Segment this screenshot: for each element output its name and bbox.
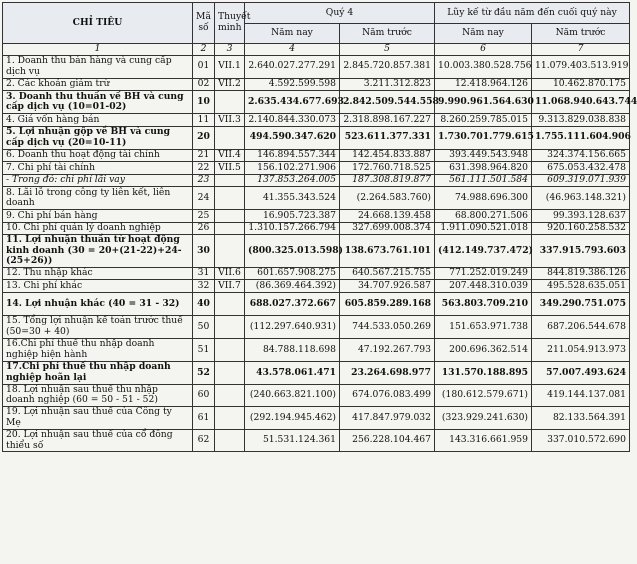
index-cell: 3 (215, 44, 245, 56)
ytd-last-year-value: 495.528.635.051 (532, 280, 630, 293)
row-code: 62 (193, 430, 215, 452)
row-code: 25 (193, 210, 215, 223)
column-index-row (3, 44, 630, 56)
row-label: 16.Chi phí thuế thu nhập doanh nghiệp hiện hành (3, 338, 193, 361)
row-label: 5. Lợi nhuận gộp về BH và cung cấp dịch vụ (20=10-11) (3, 126, 193, 149)
table-row (3, 315, 630, 338)
row-label: 1. Doanh thu bán hàng và cung cấp dịch vụ (3, 55, 193, 78)
row-code: 31 (193, 267, 215, 280)
q4-last-year-value: 2.842.509.544.558 (340, 91, 435, 114)
row-label: 3. Doanh thu thuần về BH và cung cấp dịch vụ (10=01-02) (3, 91, 193, 114)
ytd-this-year-value: 631.398.964.820 (435, 162, 532, 175)
ytd-last-year-value: 349.290.751.075 (532, 292, 630, 315)
q4-last-year-value: 327.699.008.374 (340, 222, 435, 235)
row-note (215, 292, 245, 315)
row-note (215, 338, 245, 361)
row-label: 17.Chi phí thuế thu nhập doanh nghiệp hoãn lại (3, 361, 193, 384)
header-ma-so: Mã số (193, 3, 215, 44)
index-cell: 4 (245, 44, 340, 56)
index-cell: 7 (532, 44, 630, 56)
row-code: 60 (193, 384, 215, 406)
row-note (215, 187, 245, 210)
q4-this-year-value: 137.853.264.005 (245, 174, 340, 187)
ytd-last-year-value: 675.053.432.478 (532, 162, 630, 175)
q4-last-year-value: (2.264.583.760) (340, 187, 435, 210)
q4-this-year-value: 51.531.124.361 (245, 430, 340, 452)
row-label: 4. Giá vốn hàng bán (3, 114, 193, 127)
q4-last-year-value: 187.308.819.877 (340, 174, 435, 187)
ytd-last-year-value: 99.393.128.637 (532, 210, 630, 223)
table-row (3, 407, 630, 430)
ytd-last-year-value: 920.160.258.532 (532, 222, 630, 235)
ytd-last-year-value: 419.144.137.081 (532, 384, 630, 406)
table-row (3, 91, 630, 114)
q4-last-year-value: 523.611.377.331 (340, 126, 435, 149)
ytd-last-year-value: 844.819.386.126 (532, 267, 630, 280)
q4-this-year-value: 688.027.372.667 (245, 292, 340, 315)
q4-this-year-value: 494.590.347.620 (245, 126, 340, 149)
q4-this-year-value: 156.102.271.906 (245, 162, 340, 175)
row-note (215, 210, 245, 223)
ytd-last-year-value: 10.462.870.175 (532, 78, 630, 91)
ytd-last-year-value: (46.963.148.321) (532, 187, 630, 210)
row-label: 20. Lợi nhuận sau thuế của cổ đông thiểu số (3, 430, 193, 452)
ytd-this-year-value: (412.149.737.472) (435, 235, 532, 268)
q4-this-year-value: 84.788.118.698 (245, 338, 340, 361)
q4-last-year-value: 23.264.698.977 (340, 361, 435, 384)
row-note (215, 384, 245, 406)
row-label: 19. Lợi nhuận sau thuế của Công ty Mẹ (3, 407, 193, 430)
ytd-this-year-value: 771.252.019.249 (435, 267, 532, 280)
row-note (215, 126, 245, 149)
table-row (3, 149, 630, 162)
row-code: 10 (193, 91, 215, 114)
q4-this-year-value: 4.592.599.598 (245, 78, 340, 91)
ytd-this-year-value: 563.803.709.210 (435, 292, 532, 315)
row-code: 52 (193, 361, 215, 384)
ytd-this-year-value: 207.448.310.039 (435, 280, 532, 293)
index-cell: 2 (193, 44, 215, 56)
header-chi-tieu: CHỈ TIÊU (3, 3, 193, 44)
row-note (215, 315, 245, 338)
row-note: VII.1 (215, 55, 245, 78)
row-note (215, 222, 245, 235)
q4-this-year-value: 601.657.908.275 (245, 267, 340, 280)
ytd-this-year-value: (180.612.579.671) (435, 384, 532, 406)
row-note: VII.7 (215, 280, 245, 293)
row-note (215, 174, 245, 187)
index-cell: 6 (435, 44, 532, 56)
q4-this-year-value: 2.640.027.277.291 (245, 55, 340, 78)
ytd-this-year-value: 131.570.188.895 (435, 361, 532, 384)
row-label: 10. Chi phí quản lý doanh nghiệp (3, 222, 193, 235)
ytd-last-year-value: 337.915.793.603 (532, 235, 630, 268)
table-row (3, 292, 630, 315)
table-row (3, 126, 630, 149)
row-label: 12. Thu nhập khác (3, 267, 193, 280)
row-code: 01 (193, 55, 215, 78)
row-code: 32 (193, 280, 215, 293)
q4-last-year-value: 256.228.104.467 (340, 430, 435, 452)
row-code: 20 (193, 126, 215, 149)
row-note: VII.2 (215, 78, 245, 91)
ytd-last-year-value: 11.068.940.643.744 (532, 91, 630, 114)
ytd-this-year-value: 68.800.271.506 (435, 210, 532, 223)
q4-last-year-value: 138.673.761.101 (340, 235, 435, 268)
q4-this-year-value: 2.635.434.677.693 (245, 91, 340, 114)
q4-last-year-value: 34.707.926.587 (340, 280, 435, 293)
table-row (3, 174, 630, 187)
row-label: 18. Lợi nhuận sau thuế thu nhập doanh nghiệp (60 = 50 - 51 - 52) (3, 384, 193, 406)
ytd-this-year-value: 12.418.964.126 (435, 78, 532, 91)
row-note (215, 407, 245, 430)
table-row (3, 267, 630, 280)
row-code: 40 (193, 292, 215, 315)
table-row (3, 361, 630, 384)
q4-this-year-value: (800.325.013.598) (245, 235, 340, 268)
table-row (3, 210, 630, 223)
table-row (3, 280, 630, 293)
row-label: 11. Lợi nhuận thuần từ hoạt động kinh doanh (30 = 20+(21-22)+24-(25+26)) (3, 235, 193, 268)
row-code: 26 (193, 222, 215, 235)
header-ytd-last-year: Năm trước (532, 24, 630, 44)
ytd-this-year-value: 143.316.661.959 (435, 430, 532, 452)
ytd-this-year-value: (323.929.241.630) (435, 407, 532, 430)
ytd-this-year-value: 1.911.090.521.018 (435, 222, 532, 235)
q4-last-year-value: 3.211.312.823 (340, 78, 435, 91)
q4-last-year-value: 2.845.720.857.381 (340, 55, 435, 78)
row-label: 2. Các khoản giảm trừ (3, 78, 193, 91)
q4-last-year-value: 417.847.979.032 (340, 407, 435, 430)
row-note: VII.5 (215, 162, 245, 175)
row-label: - Trong đó: chi phí lãi vay (3, 174, 193, 187)
row-code: 61 (193, 407, 215, 430)
ytd-last-year-value: 11.079.403.513.919 (532, 55, 630, 78)
q4-last-year-value: 142.454.833.887 (340, 149, 435, 162)
ytd-last-year-value: 9.313.829.038.838 (532, 114, 630, 127)
q4-this-year-value: 43.578.061.471 (245, 361, 340, 384)
q4-this-year-value: 41.355.343.524 (245, 187, 340, 210)
q4-last-year-value: 640.567.215.755 (340, 267, 435, 280)
row-note (215, 91, 245, 114)
index-cell: 1 (3, 44, 193, 56)
q4-this-year-value: (240.663.821.100) (245, 384, 340, 406)
q4-last-year-value: 674.076.083.499 (340, 384, 435, 406)
q4-last-year-value: 24.668.139.458 (340, 210, 435, 223)
ytd-this-year-value: 8.260.259.785.015 (435, 114, 532, 127)
ytd-this-year-value: 151.653.971.738 (435, 315, 532, 338)
income-statement-table (2, 2, 637, 452)
ytd-last-year-value: 82.133.564.391 (532, 407, 630, 430)
ytd-last-year-value: 324.374.156.665 (532, 149, 630, 162)
ytd-this-year-value: 561.111.501.584 (435, 174, 532, 187)
q4-this-year-value: 16.905.723.387 (245, 210, 340, 223)
q4-this-year-value: 2.140.844.330.073 (245, 114, 340, 127)
header-cumulative: Lũy kế từ đầu năm đến cuối quý này (435, 3, 630, 24)
row-code: 11 (193, 114, 215, 127)
q4-this-year-value: (112.297.640.931) (245, 315, 340, 338)
table-row (3, 78, 630, 91)
row-label: 6. Doanh thu hoạt động tài chính (3, 149, 193, 162)
ytd-this-year-value: 9.990.961.564.630 (435, 91, 532, 114)
row-code: 02 (193, 78, 215, 91)
ytd-this-year-value: 200.696.362.514 (435, 338, 532, 361)
row-note (215, 361, 245, 384)
row-label: 7. Chi phí tài chính (3, 162, 193, 175)
ytd-last-year-value: 1.755.111.604.906 (532, 126, 630, 149)
q4-this-year-value: 1.310.157.266.794 (245, 222, 340, 235)
table-row (3, 235, 630, 268)
row-note: VII.4 (215, 149, 245, 162)
row-code: 22 (193, 162, 215, 175)
header-thuyet-minh: Thuyết minh (215, 3, 245, 44)
header-q4-this-year: Năm nay (245, 24, 340, 44)
index-cell: 5 (340, 44, 435, 56)
table-row (3, 430, 630, 452)
q4-this-year-value: (86.369.464.392) (245, 280, 340, 293)
row-code: 24 (193, 187, 215, 210)
table-row (3, 162, 630, 175)
row-label: 14. Lợi nhuận khác (40 = 31 - 32) (3, 292, 193, 315)
header-q4-last-year: Năm trước (340, 24, 435, 44)
table-row (3, 114, 630, 127)
q4-last-year-value: 744.533.050.269 (340, 315, 435, 338)
table-row (3, 384, 630, 406)
row-note: VII.6 (215, 267, 245, 280)
ytd-this-year-value: 10.003.380.528.756 (435, 55, 532, 78)
ytd-last-year-value: 609.319.071.939 (532, 174, 630, 187)
table-row (3, 187, 630, 210)
row-note (215, 235, 245, 268)
table-row (3, 222, 630, 235)
ytd-this-year-value: 393.449.543.948 (435, 149, 532, 162)
row-label: 9. Chi phí bán hàng (3, 210, 193, 223)
q4-this-year-value: 146.894.557.344 (245, 149, 340, 162)
row-note (215, 430, 245, 452)
ytd-last-year-value: 687.206.544.678 (532, 315, 630, 338)
ytd-last-year-value: 211.054.913.973 (532, 338, 630, 361)
row-code: 23 (193, 174, 215, 187)
header-quarter-4: Quý 4 (245, 3, 435, 24)
row-label: 13. Chi phí khác (3, 280, 193, 293)
row-code: 50 (193, 315, 215, 338)
row-code: 30 (193, 235, 215, 268)
q4-this-year-value: (292.194.945.462) (245, 407, 340, 430)
header-ytd-this-year: Năm nay (435, 24, 532, 44)
ytd-last-year-value: 337.010.572.690 (532, 430, 630, 452)
ytd-last-year-value: 57.007.493.624 (532, 361, 630, 384)
q4-last-year-value: 605.859.289.168 (340, 292, 435, 315)
q4-last-year-value: 2.318.898.167.227 (340, 114, 435, 127)
ytd-this-year-value: 74.988.696.300 (435, 187, 532, 210)
row-code: 51 (193, 338, 215, 361)
row-note: VII.3 (215, 114, 245, 127)
row-label: 8. Lãi lỗ trong công ty liên kết, liên doanh (3, 187, 193, 210)
row-label: 15. Tổng lợi nhuận kế toán trước thuế (50=30 + 40) (3, 315, 193, 338)
ytd-this-year-value: 1.730.701.779.615 (435, 126, 532, 149)
q4-last-year-value: 172.760.718.525 (340, 162, 435, 175)
table-row (3, 338, 630, 361)
row-code: 21 (193, 149, 215, 162)
q4-last-year-value: 47.192.267.793 (340, 338, 435, 361)
table-row (3, 55, 630, 78)
